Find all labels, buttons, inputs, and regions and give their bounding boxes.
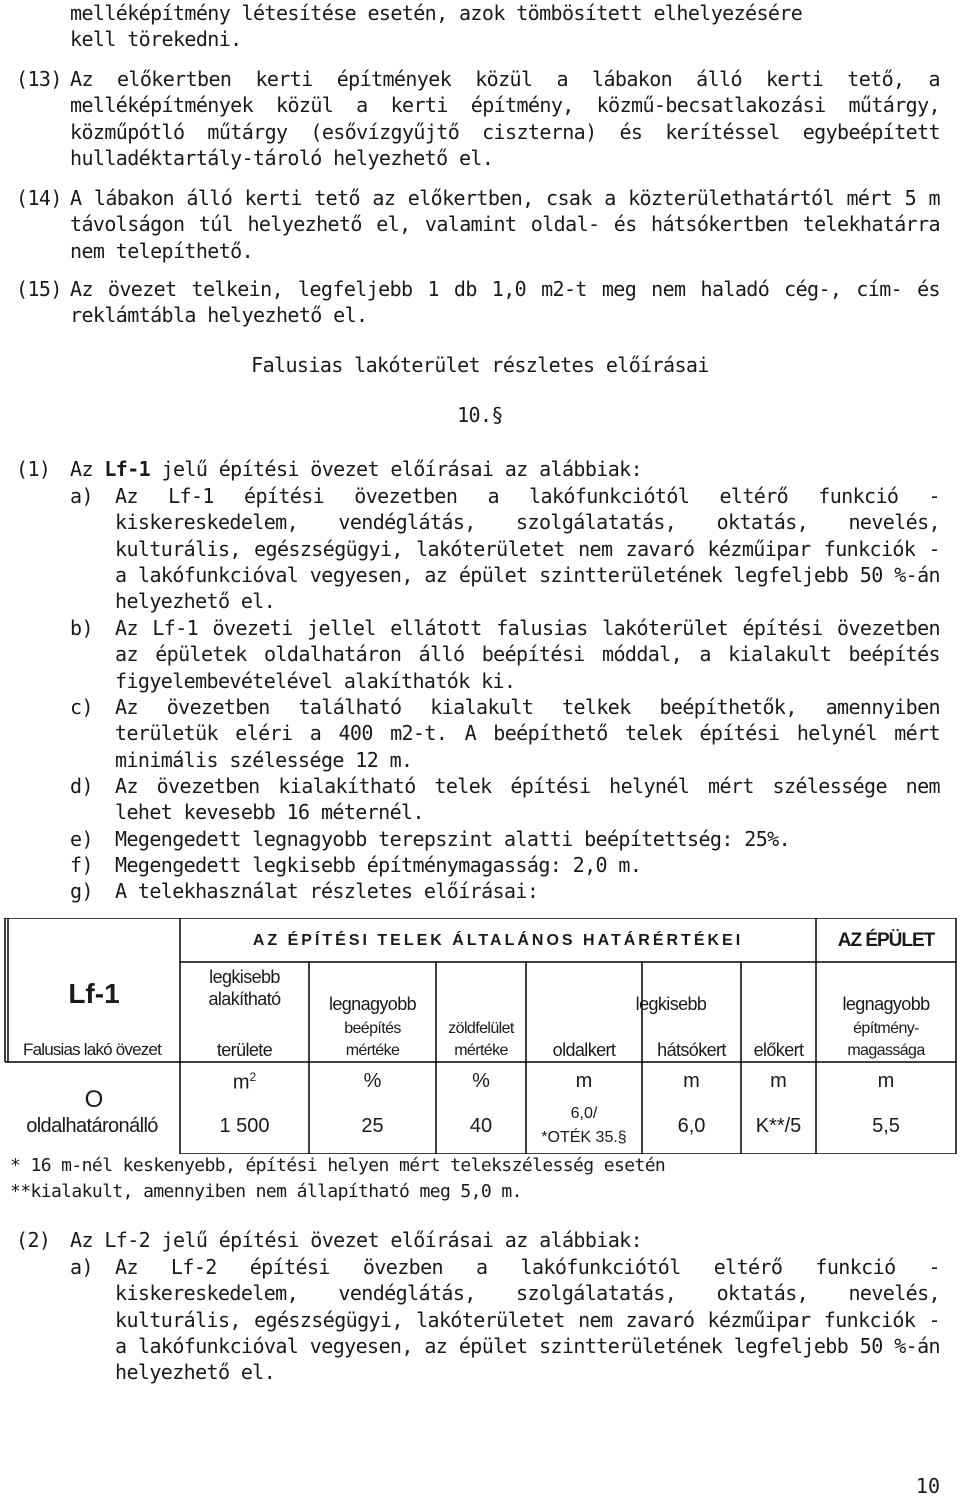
value-front: K**/5: [755, 1115, 802, 1137]
header-max: legnagyobb: [328, 994, 417, 1014]
lf1-item-c: Az övezetben található kialakult telkek beépíthetők, amennyiben területük eléri a 400 m2-t. A beépíthető telek építési helynél mért minimális szélessége 12 m.: [115, 695, 940, 772]
lf1-item-label-f: f): [70, 853, 93, 877]
header-green-ratio: zöldfelület mértéke: [448, 1020, 514, 1059]
lf1-number: (1): [16, 457, 51, 481]
header-min: legkisebb: [635, 994, 707, 1014]
zone-code: Lf-1: [68, 978, 120, 1009]
lf1-item-label-c: c): [70, 695, 93, 719]
unit-height: m: [877, 1070, 895, 1092]
value-side: 6,0/ *OTÉK 35.§: [541, 1105, 627, 1146]
value-build: 25: [361, 1115, 384, 1137]
lf1-item-label-b: b): [70, 616, 93, 640]
header-rear-yard: hátsókert: [657, 1040, 726, 1060]
zone-name: Falusias lakó övezet: [22, 1040, 162, 1059]
unit-side: m: [575, 1070, 593, 1092]
section-title: Falusias lakóterület részletes előírásai: [251, 353, 709, 377]
paragraph-14: A lábakon álló kerti tető az előkertben, csak a közterülethatártól mért 5 m távolságon túl helyezhető el, valamint oldal- és hátsókertben telekhatárra nem telepíthető.: [70, 186, 940, 263]
header-max-2: legnagyobb: [842, 994, 930, 1014]
paragraph-15: Az övezet telkein, legfeljebb 1 db 1,0 m2-t meg nem haladó cég-, cím- és reklámtábla helyezhető el.: [70, 277, 940, 328]
lf1-intro: Az Lf-1 jelű építési övezet előírásai az alábbiak:: [70, 457, 643, 481]
lf2-number: (2): [16, 1228, 51, 1252]
footnote-1: * 16 m-nél keskenyebb, építési helyen mért telekszélesség esetén: [10, 1155, 666, 1176]
footnote-2: **kialakult, amennyiben nem állapítható meg 5,0 m.: [10, 1181, 522, 1202]
lf1-item-label-d: d): [70, 774, 93, 798]
paragraph-13: Az előkertben kerti építmények közül a lábakon álló kerti tető, a melléképítmények közül a kerti építmény, közmű-becsatlakozási műtárgy, közműpótló műtárgy (esővízgyűjtő ciszterna) és kerítéssel egybeépített hulladéktartály-tároló helyezhető el.: [70, 67, 940, 170]
header-build-ratio: beépítés mértéke: [344, 1020, 401, 1059]
lf1-item-b: Az Lf-1 övezeti jellel ellátott falusias lakóterület építési övezetben az épületek oldalhatáron álló beépítési móddal, a kialakult beépítés figyelembevételével alakíthatók ki.: [115, 616, 940, 693]
lf2-item-a: Az Lf-2 építési övezben a lakófunkciótól eltérő funkció - kiskereskedelem, vendéglátás, szolgálatatás, oktatás, nevelés, kulturális, egészségügyi, lakóterületet nem zavaró kézműipar funkciók - a lakófunkcióval vegyesen, az épület szintterületének legfeljebb 50 %-án helyezhető el.: [115, 1255, 940, 1385]
header-front-yard: előkert: [753, 1040, 804, 1060]
lf1-item-label-a: a): [70, 484, 93, 508]
header-plot-area: területe: [216, 1040, 273, 1060]
lf1-item-d: Az övezetben kialakítható telek építési helynél mért szélessége nem lehet kevesebb 16 méternél.: [115, 774, 940, 825]
section-number: 10.§: [457, 403, 503, 427]
paragraph-number-14: (14): [16, 186, 62, 210]
unit-green: %: [472, 1070, 490, 1092]
value-area: 1 500: [219, 1115, 270, 1137]
mode-code: O: [84, 1086, 104, 1113]
table-header-building: AZ ÉPÜLET: [837, 930, 935, 951]
value-green: 40: [469, 1115, 493, 1137]
intro-line-2: kell törekedni.: [70, 27, 242, 51]
value-height: 5,5: [872, 1115, 900, 1137]
table-header-general: AZ ÉPÍTÉSI TELEK ÁLTALÁNOS HATÁRÉRTÉKEI: [252, 932, 744, 949]
lf1-item-a: Az Lf-1 építési övezetben a lakófunkciótól eltérő funkció - kiskereskedelem, vendéglátás, szolgálatatás, oktatás, nevelés, kulturális, egészségügyi, lakóterületet nem zavaró kézműipar funkciók - a lakófunkcióval vegyesen, az épület szintterületének legfeljebb 50 %-án helyezhető el.: [115, 484, 940, 614]
unit-build: %: [363, 1070, 382, 1092]
lf1-item-label-g: g): [70, 879, 93, 903]
unit-area: $m^2$: [232, 1070, 257, 1094]
unit-front: m: [770, 1070, 787, 1092]
header-min-plot: legkisebb alakítható: [208, 967, 281, 1009]
lf1-regulation-table: [4, 918, 957, 1154]
lf1-item-e: Megengedett legnagyobb terepszint alatti beépítettség: 25%.: [115, 827, 791, 851]
lf1-item-label-e: e): [70, 827, 93, 851]
header-building-height: építmény- magassága: [847, 1020, 925, 1059]
lf1-code: Lf-1: [104, 457, 151, 481]
page-number: 10: [915, 1474, 940, 1498]
mode-name: oldalhatáronálló: [26, 1115, 158, 1137]
lf1-item-f: Megengedett legkisebb építménymagasság: 2,0 m.: [115, 853, 642, 877]
intro-line-1: melléképítmény létesítése esetén, azok tömbösített elhelyezésére: [70, 1, 803, 25]
lf2-item-label-a: a): [70, 1255, 93, 1279]
paragraph-number-13: (13): [16, 67, 62, 91]
paragraph-number-15: (15): [16, 277, 62, 301]
lf1-item-g: A telekhasználat részletes előírásai:: [115, 879, 539, 903]
lf2-intro: Az Lf-2 jelű építési övezet előírásai az alábbiak:: [70, 1228, 643, 1252]
value-rear: 6,0: [677, 1115, 706, 1137]
unit-rear: m: [683, 1070, 700, 1092]
header-side-yard: oldalkert: [552, 1040, 616, 1060]
